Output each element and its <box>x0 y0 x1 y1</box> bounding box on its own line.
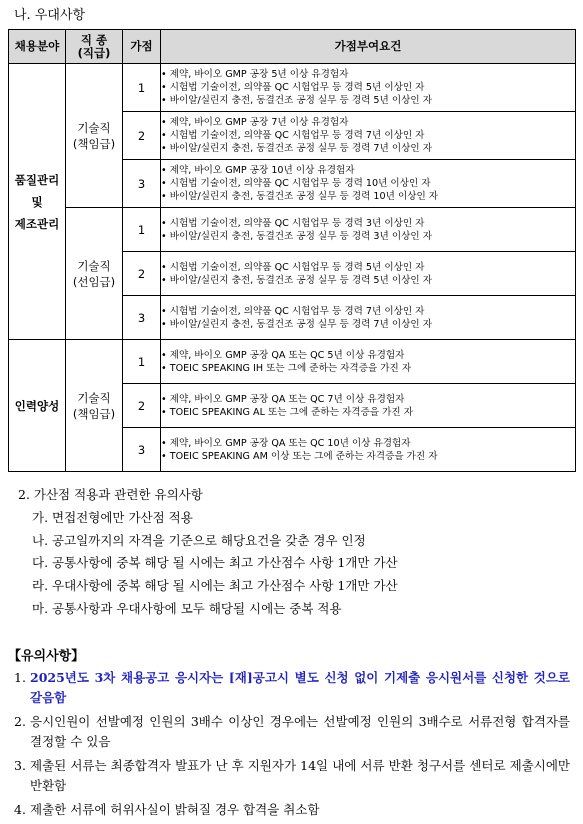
caution-text: 제출한 서류에 허위사실이 밝혀질 경우 합격을 취소함 <box>30 802 320 817</box>
requirements-cell <box>161 160 576 208</box>
bonus-notes <box>18 484 398 621</box>
header-field: 채용분야 <box>9 30 66 64</box>
requirement-line: • 바이알/실린지 충전, 동결건조 공정 실무 등 경력 3년 이상인 자 <box>161 230 432 242</box>
header-points: 가점 <box>123 30 161 64</box>
points-cell: 1 <box>123 208 161 252</box>
field-workforce-training: 인력양성 <box>9 340 66 472</box>
requirements-cell <box>161 296 576 340</box>
points-cell: 1 <box>123 340 161 384</box>
table-row <box>9 208 576 252</box>
rank-junior: 기술직 (선임급) <box>66 208 123 340</box>
points-cell: 2 <box>123 384 161 428</box>
requirement-line: • 시험법 기술이전, 의약품 QC 시험업무 등 경력 7년 이상인 자 <box>161 305 425 317</box>
requirement-line: • TOEIC SPEAKING AM 이상 또는 그에 준하는 자격증을 가진 자 <box>161 450 438 462</box>
requirement-line: • TOEIC SPEAKING AL 또는 그에 준하는 자격증을 가진 자 <box>161 406 413 418</box>
header-requirements: 가점부여요건 <box>161 30 576 64</box>
note-item: 마. 공통사항과 우대사항에 모두 해당될 시에는 중복 적용 <box>32 600 342 616</box>
points-cell: 3 <box>123 428 161 472</box>
note-item: 다. 공통사항에 중복 해당 될 시에는 최고 가산점수 사항 1개만 가산 <box>32 555 398 571</box>
table-row <box>9 340 576 384</box>
requirement-line: • 바이알/실린지 충전, 동결건조 공정 실무 등 경력 7년 이상인 자 <box>161 318 432 330</box>
points-cell: 2 <box>123 112 161 160</box>
table-row <box>9 64 576 112</box>
requirements-cell <box>161 428 576 472</box>
requirements-cell <box>161 112 576 160</box>
section-heading: 나. 우대사항 <box>14 8 86 23</box>
requirement-line: • 제약, 바이오 GMP 공장 QA 또는 QC 7년 이상 유경험자 <box>161 393 405 405</box>
requirement-line: • 바이알/실린지 충전, 동결건조 공정 실무 등 경력 5년 이상인 자 <box>161 274 432 286</box>
caution-text: 응시인원이 선발예정 인원의 3배수 이상인 경우에는 선발예정 인원의 3배수로 서류전형 합격자를 결정할 수 있음 <box>30 714 570 749</box>
caution-item <box>14 712 570 752</box>
table-header-row <box>9 30 576 64</box>
requirements-cell <box>161 384 576 428</box>
field-quality-manufacturing: 품질관리 및 제조관리 <box>9 64 66 340</box>
preference-table <box>8 29 576 472</box>
requirement-line: • 제약, 바이오 GMP 공장 QA 또는 QC 10년 이상 유경험자 <box>161 437 411 449</box>
requirement-line: • TOEIC SPEAKING IH 또는 그에 준하는 자격증을 가진 자 <box>161 362 412 374</box>
requirement-line: • 제약, 바이오 GMP 공장 QA 또는 QC 5년 이상 유경험자 <box>161 349 405 361</box>
requirements-cell <box>161 64 576 112</box>
points-cell: 1 <box>123 64 161 112</box>
requirement-line: • 바이알/실린지 충전, 동결건조 공정 실무 등 경력 10년 이상인 자 <box>161 191 439 202</box>
notes-title: 2. 가산점 적용과 관련한 유의사항 <box>18 487 203 502</box>
note-item: 가. 면접전형에만 가산점 적용 <box>32 509 193 525</box>
requirement-line: • 시험법 기술이전, 의약품 QC 시험업무 등 경력 5년 이상인 자 <box>161 82 425 93</box>
caution-item <box>14 668 570 708</box>
header-rank: 직 종 (직급) <box>66 30 123 64</box>
points-cell: 3 <box>123 296 161 340</box>
note-item: 라. 우대사항에 중복 해당 될 시에는 최고 가산점수 사항 1개만 가산 <box>32 578 398 594</box>
caution-number: 2. <box>14 714 26 729</box>
caution-text: 제출된 서류는 최종합격자 발표가 난 후 지원자가 14일 내에 서류 반환 청구서를 센터로 제출시에만 반환함 <box>30 758 570 793</box>
caution-item <box>14 756 570 796</box>
note-item: 나. 공고일까지의 자격을 기준으로 해당요건을 갖춘 경우 인정 <box>32 532 366 548</box>
rank-senior: 기술직 (책임급) <box>66 340 123 472</box>
caution-item <box>14 800 570 820</box>
requirements-cell <box>161 252 576 296</box>
requirement-line: • 제약, 바이오 GMP 공장 5년 이상 유경험자 <box>161 69 349 80</box>
requirements-cell <box>161 340 576 384</box>
requirement-line: • 시험법 기술이전, 의약품 QC 시험업무 등 경력 3년 이상인 자 <box>161 217 425 229</box>
caution-number: 3. <box>14 758 26 773</box>
caution-number: 4. <box>14 802 26 817</box>
caution-number: 1. <box>14 670 26 685</box>
requirement-line: • 바이알/실린지 충전, 동결건조 공정 실무 등 경력 7년 이상인 자 <box>161 143 432 154</box>
requirement-line: • 시험법 기술이전, 의약품 QC 시험업무 등 경력 5년 이상인 자 <box>161 261 425 273</box>
caution-list <box>14 668 570 824</box>
caution-text-emphasized: 2025년도 3차 채용공고 응시자는 [재]공고시 별도 신청 없이 기제출 응시원서를 신청한 것으로 갈음함 <box>30 670 570 705</box>
requirement-line: • 제약, 바이오 GMP 공장 10년 이상 유경험자 <box>161 165 355 176</box>
requirement-line: • 시험법 기술이전, 의약품 QC 시험업무 등 경력 7년 이상인 자 <box>161 130 425 141</box>
requirement-line: • 바이알/실린지 충전, 동결건조 공정 실무 등 경력 5년 이상인 자 <box>161 95 432 106</box>
requirement-line: • 시험법 기술이전, 의약품 QC 시험업무 등 경력 10년 이상인 자 <box>161 178 431 189</box>
caution-title: 【유의사항】 <box>8 649 85 664</box>
requirement-line: • 제약, 바이오 GMP 공장 7년 이상 유경험자 <box>161 117 349 128</box>
points-cell: 2 <box>123 252 161 296</box>
rank-senior: 기술직 (책임급) <box>66 64 123 208</box>
points-cell: 3 <box>123 160 161 208</box>
requirements-cell <box>161 208 576 252</box>
